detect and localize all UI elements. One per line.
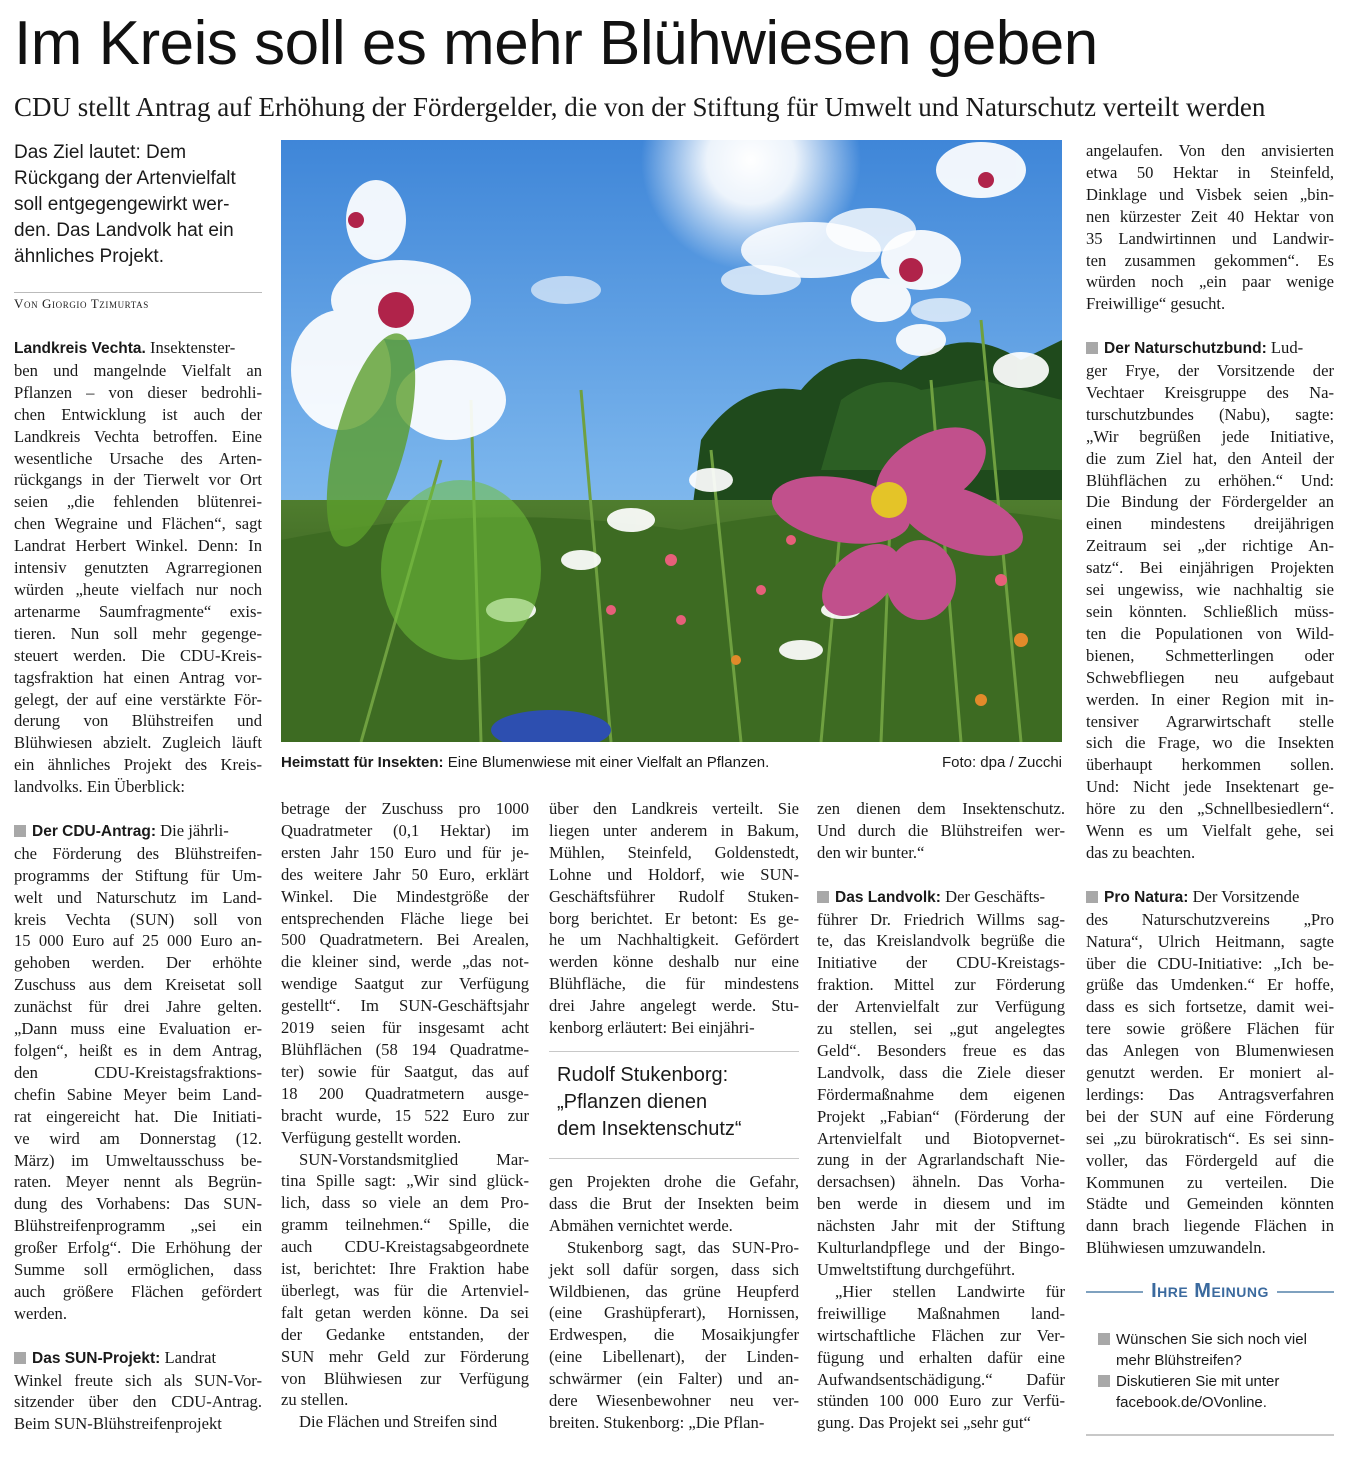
text-line: Städte und Gemeinden könnten xyxy=(1086,1194,1334,1214)
text-line: te, das Kreislandvolk begrüße die xyxy=(817,931,1065,951)
text-line: dere Wiesenbewohner neu ver- xyxy=(549,1391,799,1411)
text-line: wirtschaftliche Flächen zur Ver- xyxy=(817,1325,1065,1345)
text-line: programms der Stiftung für Um- xyxy=(14,865,262,885)
text-line: Beim SUN-Blühstreifenprojekt xyxy=(14,1414,222,1434)
text-line: intensiv genutzten Agrarregionen xyxy=(14,558,262,578)
paragraph xyxy=(549,798,799,1039)
text-line: den wir bunter.“ xyxy=(817,842,925,862)
text-line: führer Dr. Friedrich Willms sag- xyxy=(817,909,1065,929)
column-4 xyxy=(817,798,1065,1434)
text-line: borg berichtet. Er betont: Es ge- xyxy=(549,908,799,928)
meadow-photo xyxy=(281,140,1062,742)
text-line: Winkel. Die Mindestgröße der xyxy=(281,886,529,906)
text-line: tieren. Nun soll mehr gegenge- xyxy=(14,623,262,643)
section-heading: Das SUN-Projekt: xyxy=(32,1349,161,1367)
teaser-line: Rückgang der Artenvielfalt xyxy=(14,168,236,189)
text-line: genutzt werden. Er moniert al- xyxy=(1086,1063,1334,1083)
section-pro-natura: Pro Natura: Der Vorsitzende xyxy=(1086,886,1334,909)
text-line: dung des Vorhabens: Das SUN- xyxy=(14,1194,262,1214)
opinion-item: Wünschen Sie sich noch viel xyxy=(1098,1329,1334,1350)
teaser xyxy=(14,140,262,270)
text-line: ben werde in diesem und im xyxy=(817,1194,1065,1214)
text-line: dann brach liegende Flächen in xyxy=(1086,1216,1334,1236)
text-line: Zeitraum sei „der richtige An- xyxy=(1086,536,1334,556)
text-line: Landkreis Vechta betroffen. Eine xyxy=(14,426,262,446)
text-line: artenarme Saumfragmente“ exis- xyxy=(14,601,262,621)
text-line: Mühlen, Steinfeld, Goldenstedt, xyxy=(549,842,799,862)
quote-divider-top xyxy=(549,1051,799,1052)
text-line: raten. Meyer nennt als Begrün- xyxy=(14,1172,262,1192)
text-line: Dinklage und Visbek seien „bin- xyxy=(1086,184,1334,204)
section-body xyxy=(1086,360,1334,864)
bullet-icon xyxy=(1098,1333,1110,1345)
text-line: großer Erfolg“. Die Erhöhung der xyxy=(14,1238,262,1258)
text-line: Schwebfliegen neu aufgebaut xyxy=(1086,667,1334,687)
text-line: Lohne und Holdorf, wie SUN- xyxy=(549,864,799,884)
section-landvolk: Das Landvolk: Der Geschäfts- xyxy=(817,886,1065,909)
text-line: zunächst für drei Jahre gelten. xyxy=(14,997,262,1017)
text-line: Wenn es um Vielfalt gehe, sei xyxy=(1086,821,1334,841)
text-line: falt getan werden könne. Da sei xyxy=(281,1302,529,1322)
section-heading: Der Naturschutzbund: xyxy=(1104,340,1267,358)
text-line: Vechtaer Kreisgruppe des Na- xyxy=(1086,382,1334,402)
text-line: der Artenvielfalt zur Verfügung xyxy=(817,997,1065,1017)
text-line: Kulturlandpflege und der Bingo- xyxy=(817,1238,1065,1258)
text-line: das Anlegen von Blumenwiesen xyxy=(1086,1041,1334,1061)
text-line: bracht wurde, 15 522 Euro zur xyxy=(281,1105,529,1125)
text-line: Blühwiesen abzielt. Zugleich läuft xyxy=(14,733,262,753)
text-line: schwärmer (ein Falter) und an- xyxy=(549,1369,799,1389)
section-body xyxy=(14,1370,262,1436)
section-marker-icon xyxy=(817,891,829,903)
text-line: tere sowie größere Flächen für xyxy=(1086,1019,1334,1039)
text-line: 18 200 Quadratmetern ausge- xyxy=(281,1083,529,1103)
text-line: (eine Libellenart), der Linden- xyxy=(549,1347,799,1367)
opinion-list xyxy=(1098,1329,1334,1413)
text-line: „Wir begrüßen jede Initiative, xyxy=(1086,426,1334,446)
text-line: chen Entwicklung ist auch der xyxy=(14,404,262,424)
section-marker-icon xyxy=(1086,342,1098,354)
text-line: betrage der Zuschuss pro 1000 xyxy=(281,799,529,818)
text-line: etwa 50 Hektar in Steinfeld, xyxy=(1086,162,1334,182)
text-line: „Hier stellen Landwirte für xyxy=(835,1281,1065,1301)
text-line: überhaupt herkommen sollen. xyxy=(1086,755,1334,775)
text-line: einen mindestens dreijährigen xyxy=(1086,514,1334,534)
text-line: gestellt“. Im SUN-Geschäftsjahr xyxy=(281,996,529,1016)
text-line: Verfügung gestellt worden. xyxy=(281,1127,462,1147)
text-line: werden könne deshalb nur eine xyxy=(549,952,799,972)
text-line: Fördermaßnahme dem eigenen xyxy=(817,1084,1065,1104)
section-body xyxy=(14,843,262,1325)
text-line: kreis Vechta (SUN) soll von xyxy=(14,909,262,929)
quote-divider-bottom xyxy=(549,1158,799,1159)
section-body xyxy=(817,909,1065,1281)
text-line: welt und Naturschutz im Land- xyxy=(14,887,262,907)
column-3-continued xyxy=(549,1171,799,1434)
text-line: freiwillige Maßnahmen land- xyxy=(817,1303,1065,1323)
flower-meadow-image xyxy=(281,140,1062,742)
text-line: Blühfläche, die für mindestens xyxy=(549,974,799,994)
text-line: nächsten Jahr mit der Stiftung xyxy=(817,1216,1065,1236)
text-line: Natura“, Ulrich Heitmann, sagte xyxy=(1086,931,1334,951)
paragraph xyxy=(1086,140,1334,315)
text-line: Artenvielfalt und Biotopvernet- xyxy=(817,1128,1065,1148)
photo-caption xyxy=(281,754,1062,771)
text-line: ter) sowie für Saatgut, das auf xyxy=(281,1061,529,1081)
text-line: sei „zu bürokratisch“. Es sei sinn- xyxy=(1086,1128,1334,1148)
text-line: che Förderung des Blühstreifen- xyxy=(14,843,262,863)
section-cdu-antrag: Der CDU-Antrag: Die jährli- xyxy=(14,820,262,843)
text-line: Landrat Herbert Winkel. Denn: In xyxy=(14,536,262,556)
section-marker-icon xyxy=(14,825,26,837)
paragraph xyxy=(281,798,529,1149)
text-line: den CDU-Kreistagsfraktions- xyxy=(14,1062,262,1082)
section-heading: Das Landvolk: xyxy=(835,888,941,906)
bullet-icon xyxy=(1098,1375,1110,1387)
text-line: tensiver Agrarwirtschaft stelle xyxy=(1086,711,1334,731)
paragraph xyxy=(549,1171,799,1237)
pull-quote-line: dem Insektenschutz“ xyxy=(557,1118,742,1140)
teaser-line: soll entgegengewirkt wer- xyxy=(14,194,230,215)
text-line: seien „die fehlenden blütenrei- xyxy=(14,492,262,512)
text-line: sei ungewiss, wie nachhaltig sie xyxy=(1086,580,1334,600)
text-line: dass es sich fortsetze, damit wei- xyxy=(1086,997,1334,1017)
text-line: „Dann muss eine Evaluation er- xyxy=(14,1019,262,1039)
text-line: Zuschuss aus dem Kreisetat soll xyxy=(14,975,262,995)
opinion-bottom-rule xyxy=(1086,1434,1334,1436)
caption-text: Eine Blumenwiese mit einer Vielfalt an Pflanzen. xyxy=(447,754,770,771)
text-line: sitzender über den CDU-Antrag. xyxy=(14,1392,262,1412)
text-line: zu stellen, sei „gut angelegtes xyxy=(817,1019,1065,1039)
text-line: höre zu den „Schnellbesiedlern“. xyxy=(1086,799,1334,819)
text-line: die zum Ziel hat, den Anteil der xyxy=(1086,448,1334,468)
text-line: Quadratmeter (0,1 Hektar) im xyxy=(281,820,529,840)
text-line: rat eingereicht hat. Die Initiati- xyxy=(14,1106,262,1126)
text-line: von Blühwiesen zur Verfügung xyxy=(281,1368,529,1388)
text-line: ersten Jahr 150 Euro und für je- xyxy=(281,842,529,862)
text-line: März) im Umweltausschuss be- xyxy=(14,1150,262,1170)
subheadline: CDU stellt Antrag auf Erhöhung der Fördergelder, die von der Stiftung für Umwelt und Naturschutz verteilt werden xyxy=(14,92,1266,122)
text-line: steuert werden. Die CDU-Kreis- xyxy=(14,645,262,665)
text-line: jekt soll dafür sorgen, dass sich xyxy=(549,1259,799,1279)
section-naturschutzbund: Der Naturschutzbund: Lud- xyxy=(1086,337,1334,360)
text-line: (eine Grashüpferart), Hornissen, xyxy=(549,1303,799,1323)
text-line: Erdwespen, die Mosaikjungfer xyxy=(549,1325,799,1345)
text-line: grüße das Umdenken.“ Er hoffe, xyxy=(1086,975,1334,995)
text-line: fraktion. Mittel zur Förderung xyxy=(817,975,1065,995)
text-line: ten die Populationen von Wild- xyxy=(1086,623,1334,643)
byline: Von Giorgio Tzimurtas xyxy=(14,296,149,311)
text-line: dersachsen) ähneln. Das Vorha- xyxy=(817,1172,1065,1192)
lead-line: Landkreis Vechta. Insektenster- xyxy=(14,338,236,357)
text-line: Initiative der CDU-Kreistags- xyxy=(817,953,1065,973)
text-line: Blühflächen (58 194 Quadratme- xyxy=(281,1039,529,1059)
text-line: angelaufen. Von den anvisierten xyxy=(1086,141,1334,160)
text-line: tagsfraktion hat einen Antrag vor- xyxy=(14,667,262,687)
text-line: wesentliche Ursache des Arten- xyxy=(14,448,262,468)
caption-label: Heimstatt für Insekten: xyxy=(281,754,444,771)
section-heading: Der CDU-Antrag: xyxy=(32,822,156,840)
text-line: stünden 100 000 Euro zur Verfü- xyxy=(817,1391,1065,1411)
text-line: 500 Quadratmetern. Bei Arealen, xyxy=(281,930,529,950)
text-line: turschutzbundes (Nabu), sagte: xyxy=(1086,404,1334,424)
text-line: Und durch die Blühstreifen wer- xyxy=(817,820,1065,840)
text-line: lerdings: Das Antragsverfahren xyxy=(1086,1084,1334,1104)
text-line: gung. Das Projekt sei „sehr gut“ xyxy=(817,1413,1031,1433)
text-line: Pflanzen – von dieser bedrohli- xyxy=(14,382,262,402)
text-line: Blühflächen zu erhöhen.“ Und: xyxy=(1086,470,1334,490)
text-line: breiten. Stukenborg: „Die Pflan- xyxy=(549,1412,765,1432)
text-line: liegen unter anderem in Bakum, xyxy=(549,820,799,840)
teaser-line: ähnliches Projekt. xyxy=(14,246,164,267)
text-line: voller, das Fördergeld auf die xyxy=(1086,1150,1334,1170)
text-line: he um Nachhaltigkeit. Gefördert xyxy=(549,930,799,950)
text-line: ten zusammen gekommen“. Es xyxy=(1086,250,1334,270)
opinion-header xyxy=(1086,1280,1334,1303)
text-line: ger Frye, der Vorsitzende der xyxy=(1086,361,1334,381)
section-marker-icon xyxy=(14,1352,26,1364)
text-line: SUN-Vorstandsmitglied Mar- xyxy=(299,1149,529,1169)
text-line: derung von Blühstreifen und xyxy=(14,711,262,731)
text-line: rückgangs in der Tierwelt vor Ort xyxy=(14,470,262,490)
section-heading: Pro Natura: xyxy=(1104,888,1189,906)
text-line: ein ähnliches Projekt des Kreis- xyxy=(14,755,262,775)
text-line: 15 000 Euro auf 25 000 Euro an- xyxy=(14,931,262,951)
text-line: über die CDU-Initiative: „Ich be- xyxy=(1086,953,1334,973)
text-line: Stukenborg sagt, das SUN-Pro- xyxy=(567,1237,799,1257)
opinion-link[interactable]: facebook.de/OVonline. xyxy=(1116,1394,1267,1411)
text-line: dass die Brut der Insekten beim xyxy=(549,1193,799,1213)
text-line: satz“. Bei einjährigen Projekten xyxy=(1086,558,1334,578)
section-sun-projekt: Das SUN-Projekt: Landrat xyxy=(14,1347,262,1370)
headline: Im Kreis soll es mehr Blühwiesen geben xyxy=(14,9,1098,78)
text-line: des weitere Jahr 50 Euro, erklärt xyxy=(281,864,529,884)
text-line: tina Spille sagt: „Wir sind glück- xyxy=(281,1171,529,1191)
text-line: gramm teilnehmen.“ Spille, die xyxy=(281,1215,529,1235)
text-line: 2019 seien für insgesamt acht xyxy=(281,1018,529,1038)
text-line: Geld“. Besonders freue es das xyxy=(817,1040,1065,1060)
text-line: kenborg erläutert: Bei einjähri- xyxy=(549,1018,755,1038)
text-line: gen Projekten drohe die Gefahr, xyxy=(549,1172,799,1191)
text-line: das zu beachten. xyxy=(1086,842,1196,862)
text-line: überlegt, was für die Artenviel- xyxy=(281,1280,529,1300)
text-line: auch CDU-Kreistagsabgeordnete xyxy=(281,1237,529,1257)
text-line: lich, dass so viele an dem Pro- xyxy=(281,1193,529,1213)
text-line: Landvolk, dass die Ziele dieser xyxy=(817,1062,1065,1082)
text-line: der Gedanke entstanden, der xyxy=(281,1324,529,1344)
text-line: die kleiner sind, werde „das not- xyxy=(281,952,529,972)
teaser-line: den. Das Landvolk hat ein xyxy=(14,220,234,241)
text-line: landvolks. Ein Überblick: xyxy=(14,777,185,797)
column-1 xyxy=(14,337,262,1435)
text-line: Abmähen vernichtet werde. xyxy=(549,1215,733,1235)
pull-quote-line: „Pflanzen dienen xyxy=(557,1091,708,1113)
text-line: 35 Landwirtinnen und Landwir- xyxy=(1086,228,1334,248)
text-line: Freiwillige“ gesucht. xyxy=(1086,294,1226,314)
section-marker-icon xyxy=(1086,891,1098,903)
photo-credit: Foto: dpa / Zucchi xyxy=(941,754,1062,771)
text-line: Und: Nicht jede Insektenart ge- xyxy=(1086,777,1334,797)
opinion-item-continued: mehr Blühstreifen? xyxy=(1116,1352,1242,1369)
text-line: über den Landkreis verteilt. Sie xyxy=(549,799,799,818)
text-line: Blühwiesen umzuwandeln. xyxy=(1086,1238,1266,1258)
text-line: sich die Frage, wo die Insekten xyxy=(1086,733,1334,753)
text-line: nen kürzester Zeit 40 Hektar von xyxy=(1086,206,1334,226)
text-line: zen dienen dem Insektenschutz. xyxy=(817,799,1065,818)
text-line: gelegt, der auf eine verstärkte För- xyxy=(14,689,262,709)
text-line: ve wird am Donnerstag (12. xyxy=(14,1128,262,1148)
byline-divider xyxy=(14,292,262,293)
text-line: folgen“, heißt es in dem Antrag, xyxy=(14,1040,262,1060)
column-3 xyxy=(549,798,799,1039)
text-line: chefin Sabine Meyer beim Land- xyxy=(14,1084,262,1104)
paragraph xyxy=(817,798,1065,864)
text-line: Summe soll ermöglichen, dass xyxy=(14,1260,262,1280)
paragraph xyxy=(817,1281,1065,1434)
text-line: wendige Saatgut zur Verfügung xyxy=(281,974,529,994)
text-line: Kommunen zu verteilen. Die xyxy=(1086,1172,1334,1192)
text-line: drei Jahre angelegt werde. Stu- xyxy=(549,996,799,1016)
text-line: SUN mehr Geld zur Förderung xyxy=(281,1346,529,1366)
text-line: Geschäftsführer Rudolf Stuken- xyxy=(549,886,799,906)
text-line: Winkel freute sich als SUN-Vor- xyxy=(14,1370,262,1390)
text-line: fügung und erhalten dafür eine xyxy=(817,1347,1065,1367)
text-line: des Naturschutzvereins „Pro xyxy=(1086,909,1334,929)
lead-paragraph xyxy=(14,360,262,798)
text-line: chen Wegraine und Flächen“, sagt xyxy=(14,514,262,534)
text-line: Aufwandsentschädigung.“ Dafür xyxy=(817,1369,1065,1389)
text-line: gehoben werden. Der erhöhte xyxy=(14,953,262,973)
dateline: Landkreis Vechta. xyxy=(14,340,146,357)
text-line: werden. xyxy=(14,1303,67,1323)
text-line: Projekt „Fabian“ (Förderung der xyxy=(817,1106,1065,1126)
pull-quote xyxy=(557,1062,797,1143)
text-line: ist, berichtet: Ihre Fraktion habe xyxy=(281,1259,529,1279)
text-line: Umweltstiftung durchgeführt. xyxy=(817,1260,1016,1280)
text-line: Die Bindung der Fördergelder an xyxy=(1086,492,1334,512)
paragraph xyxy=(281,1411,529,1433)
paragraph xyxy=(281,1149,529,1412)
pull-quote-line: Rudolf Stukenborg: xyxy=(557,1064,729,1086)
opinion-rule-right xyxy=(1277,1291,1334,1293)
text-line: Blühstreifenprogramm „sei ein xyxy=(14,1216,262,1236)
teaser-line: Das Ziel lautet: Dem xyxy=(14,142,187,163)
opinion-title: Ihre Meinung xyxy=(1151,1280,1269,1302)
text-line: Wildbienen, das grüne Heupferd xyxy=(549,1281,799,1301)
text-line: sein könnten. Schließlich müss- xyxy=(1086,602,1334,622)
opinion-item: Diskutieren Sie mit unter xyxy=(1098,1371,1334,1392)
text-line: würden noch „ein paar wenige xyxy=(1086,272,1334,292)
text-line: würden „heute vielfach nur noch xyxy=(14,579,262,599)
text-line: zu stellen. xyxy=(281,1390,349,1410)
text-line: bienen, Schmetterlingen oder xyxy=(1086,645,1334,665)
column-5 xyxy=(1086,140,1334,1259)
paragraph xyxy=(549,1237,799,1434)
text-line: bei der SUN auf eine Förderung xyxy=(1086,1106,1334,1126)
text-line: ben und mangelnde Vielfalt an xyxy=(14,360,262,380)
text-line: auch größere Flächen gefördert xyxy=(14,1281,262,1301)
text-line: zung in der Agrarlandschaft Nie- xyxy=(817,1150,1065,1170)
section-body xyxy=(1086,909,1334,1260)
text-line: Die Flächen und Streifen sind xyxy=(299,1412,498,1432)
text-line: entsprechenden Fläche liege bei xyxy=(281,908,529,928)
text-line: werden. In einer Region mit in- xyxy=(1086,689,1334,709)
column-2 xyxy=(281,798,529,1433)
opinion-rule-left xyxy=(1086,1291,1143,1293)
